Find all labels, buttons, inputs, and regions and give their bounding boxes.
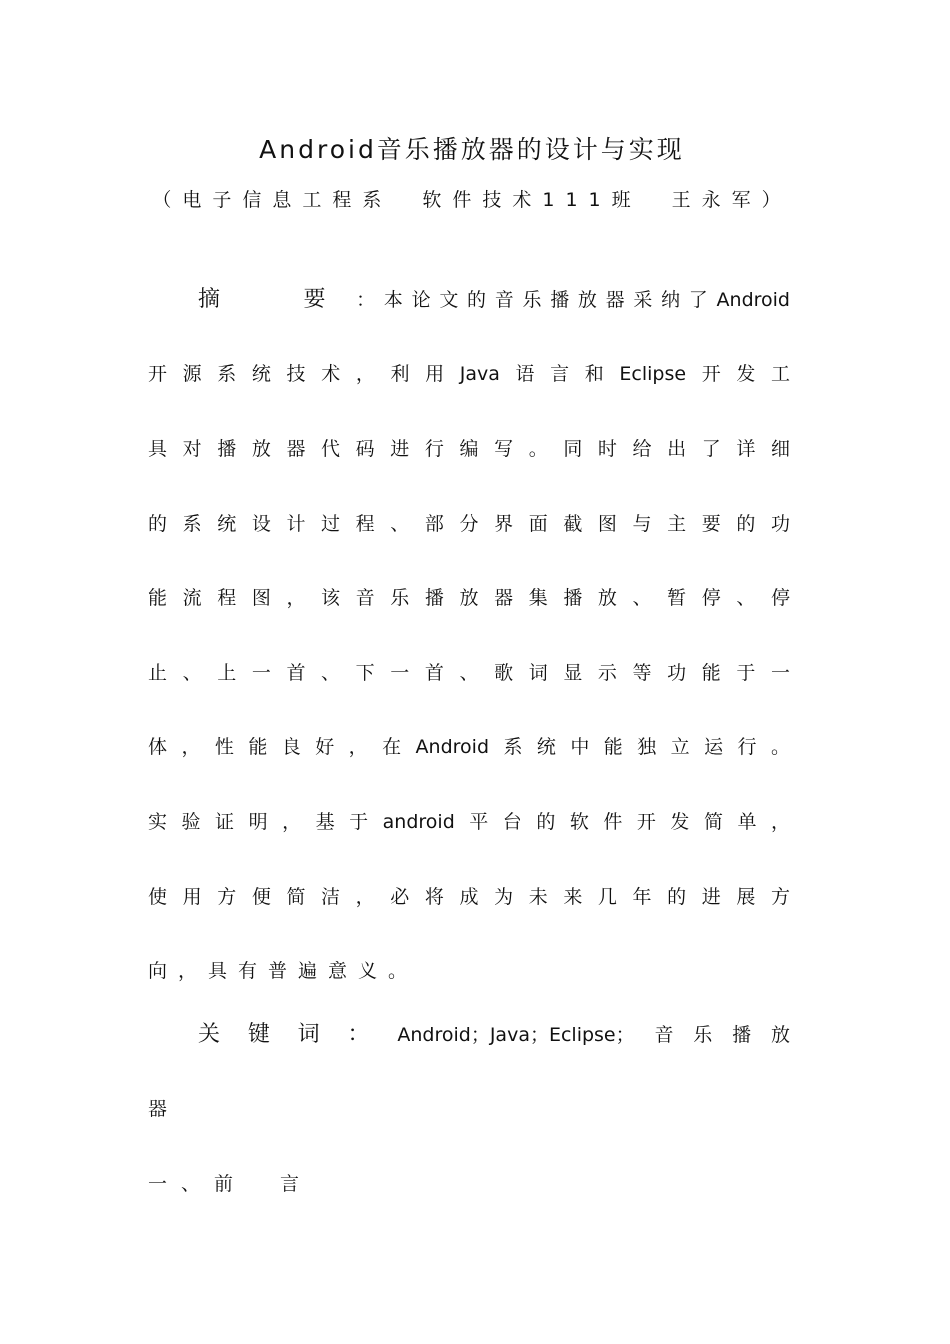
abstract-line-8: 实验证明，基于android平台的软件开发简单， xyxy=(148,811,790,833)
abstract-line-6: 止、上一首、下一首、歌词显示等功能于一 xyxy=(148,662,790,684)
abstract-line-1-text: ：本论文的音乐播放器采纳了Android xyxy=(356,289,790,311)
abstract-line-7: 体，性能良好，在Android系统中能独立运行。 xyxy=(148,736,790,758)
document-title: Android音乐播放器的设计与实现 xyxy=(259,135,685,164)
abstract-line-9: 使用方便简洁，必将成为未来几年的进展方 xyxy=(148,886,790,908)
keywords-text: Android；Java；Eclipse；音乐播放 xyxy=(397,1024,790,1046)
abstract-line-2: 开源系统技术，利用Java语言和Eclipse开发工 xyxy=(148,363,790,385)
document-subtitle: （电子信息工程系 软件技术111班 王永军） xyxy=(152,189,792,211)
keywords-line-2: 器 xyxy=(148,1098,179,1120)
keywords-line-1 xyxy=(198,1020,790,1050)
abstract-line-10: 向，具有普遍意义。 xyxy=(148,960,419,982)
abstract-line-1 xyxy=(198,285,790,315)
keywords-label: 关键词： xyxy=(198,1022,398,1047)
abstract-line-3: 具对播放器代码进行编写。同时给出了详细 xyxy=(148,438,790,460)
abstract-line-4: 的系统设计过程、部分界面截图与主要的功 xyxy=(148,513,790,535)
section-heading-preface: 一、前 言 xyxy=(148,1173,314,1195)
abstract-line-5: 能流程图，该音乐播放器集播放、暂停、停 xyxy=(148,587,790,609)
abstract-label: 摘 要 xyxy=(198,287,357,312)
